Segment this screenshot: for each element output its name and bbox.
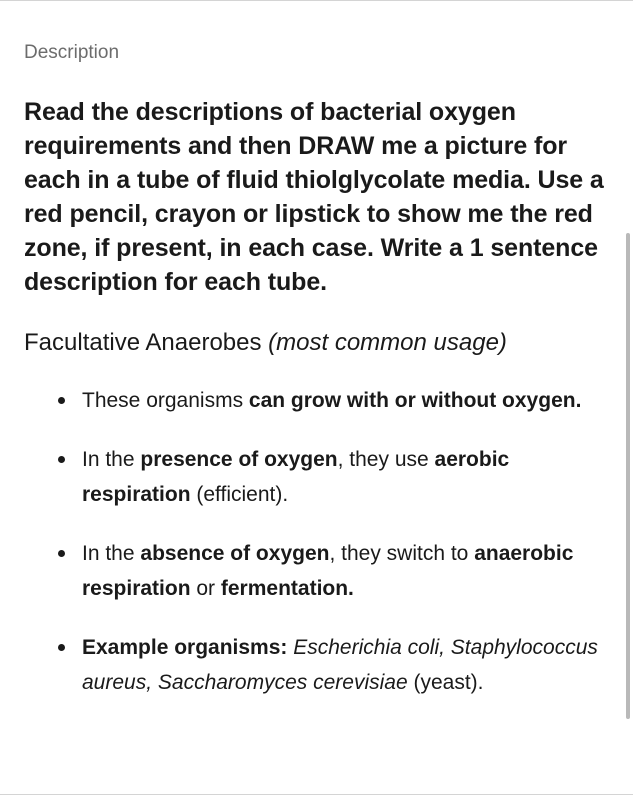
bullet-dot-icon xyxy=(58,456,65,463)
list-item-emphasis: Example organisms: xyxy=(82,636,288,659)
bullet-dot-icon xyxy=(58,644,65,651)
vertical-scrollbar[interactable] xyxy=(626,233,630,719)
bullet-dot-icon xyxy=(58,397,65,404)
list-item-italic: Escherichia coli, Staphylococcus aureus, Saccharomyces cerevisiae xyxy=(82,636,598,694)
list-item-emphasis: can grow with or without oxygen. xyxy=(248,389,582,412)
list-item-emphasis: presence of oxygen xyxy=(140,448,338,471)
list-item xyxy=(24,630,602,700)
list-item-emphasis: aerobic respiration xyxy=(82,448,510,506)
description-panel xyxy=(24,41,616,724)
list-item-text: In the xyxy=(82,542,141,565)
list-item-text: In the xyxy=(82,448,141,471)
list-item-text: (efficient). xyxy=(190,483,289,506)
list-item-emphasis: fermentation. xyxy=(220,577,354,600)
list-item-text: These organisms xyxy=(82,389,249,412)
list-item-text: , they use xyxy=(337,448,435,471)
list-item xyxy=(24,442,602,512)
bullet-dot-icon xyxy=(58,550,65,557)
facts-list xyxy=(24,383,616,700)
list-item xyxy=(24,383,602,418)
topic-title: Facultative Anaerobes xyxy=(24,329,262,356)
list-item-emphasis: anaerobic respiration xyxy=(82,542,574,600)
topic-note: (most common usage) xyxy=(268,329,507,356)
list-item-text: , they switch to xyxy=(329,542,475,565)
list-item-text: or xyxy=(190,577,221,600)
list-item-emphasis: absence of oxygen xyxy=(140,542,330,565)
section-label: Description xyxy=(24,42,120,63)
assignment-prompt: Read the descriptions of bacterial oxygen requirements and then DRAW me a picture for each in a tube of fluid thiolglycolate media. Use a red pencil, crayon or lipstick to show me the red zone, if present, in each case. Write a 1 sentence description for each tube. xyxy=(24,98,604,296)
list-item xyxy=(24,536,602,606)
topic-heading xyxy=(24,327,616,359)
list-item-text: (yeast). xyxy=(407,671,484,694)
